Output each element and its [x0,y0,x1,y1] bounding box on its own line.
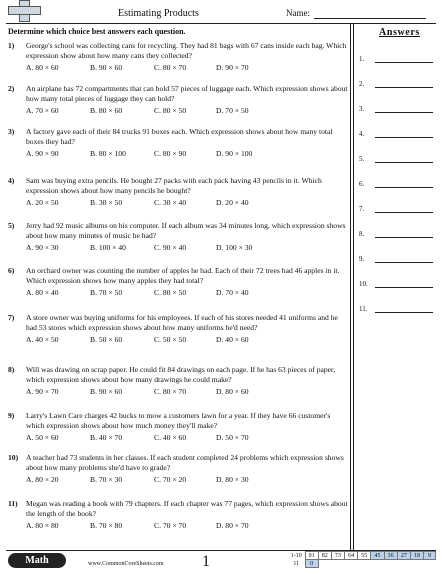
answer-choice: C. 70 × 70 [154,520,187,530]
question-item [8,41,348,74]
score-cell: 73 [331,552,344,560]
question-text: An airplane has 72 compartments that can hold 57 pieces of luggage each. Which expression shows about how many total pieces of luggage they can hold? [26,84,348,104]
answer-choice: D. 40 × 60 [216,334,249,344]
question-number: 8) [8,365,15,374]
question-item [8,84,348,117]
answer-choice: D. 80 × 30 [216,474,249,484]
answer-choices [26,521,348,532]
answer-blank[interactable] [359,77,433,89]
answer-blank[interactable] [359,152,433,164]
question-text: A teacher had 73 students in her classes. If each student completed 24 problems which expression shows about how many problems she'd have to grade? [26,453,344,473]
question-text: Megan was reading a book with 79 chapters. If each chapter was 77 pages, which expression shows about the length of the book? [26,499,348,519]
answer-choice: B. 70 × 30 [90,474,123,484]
answer-choice: B. 90 × 60 [90,62,123,72]
question-text: Will was drawing on scrap paper. He could fit 84 drawings on each page. If he has 63 pieces of paper, which expression shows about how many drawings he could make? [26,365,336,385]
answer-choice: D. 20 × 40 [216,197,249,207]
answer-line[interactable] [375,237,433,238]
question-item [8,313,348,346]
answer-choice: A. 80 × 60 [26,62,59,72]
question-item [8,127,348,160]
answer-choice: D. 90 × 100 [216,148,253,158]
score-cell: 45 [371,552,384,560]
score-cell: 18 [410,552,423,560]
score-cell: 55 [358,552,371,560]
question-number: 1) [8,41,15,50]
question-number: 5) [8,221,15,230]
score-row-label: 1-10 [290,552,302,559]
answer-blank[interactable] [359,102,433,114]
question-item [8,266,348,299]
answer-choice: C. 40 × 60 [154,432,187,442]
answer-number: 9. [359,255,365,263]
question-number: 2) [8,84,15,93]
score-cell: 91 [305,552,318,560]
question-number: 7) [8,313,15,322]
worksheet-title: Estimating Products [118,8,199,19]
answer-choice: C. 30 × 40 [154,197,187,207]
answer-choice: D. 70 × 50 [216,105,249,115]
answer-line[interactable] [375,87,433,88]
answer-number: 1. [359,55,365,63]
answer-choice: B. 80 × 60 [90,105,123,115]
answer-choice: B. 70 × 80 [90,520,123,530]
question-item [8,176,348,209]
answer-choice: A. 40 × 50 [26,334,59,344]
answer-choice: B. 30 × 50 [90,197,123,207]
answer-choice: A. 70 × 60 [26,105,59,115]
answer-choice: A. 90 × 70 [26,386,59,396]
answer-choice: C. 50 × 50 [154,334,187,344]
answer-number: 8. [359,230,365,238]
answer-choice: A. 80 × 80 [26,520,59,530]
answer-choice: C. 80 × 70 [154,386,187,396]
question-number: 6) [8,266,15,275]
answer-choices [26,63,348,74]
answer-blank[interactable] [359,252,433,264]
question-item [8,453,348,486]
answer-line[interactable] [375,212,433,213]
answer-choice: D. 70 × 40 [216,287,249,297]
question-item [8,411,348,444]
question-text: Jerry had 92 music albums on his computer. If each album was 34 minutes long, which expression shows about how many minutes of music he had? [26,221,346,241]
question-number: 11) [8,499,18,508]
question-text: A factory gave each of their 84 trucks 91 boxes each. Which expression shows about how many total boxes they had? [26,127,333,147]
score-cell: 27 [397,552,410,560]
answer-choice: C. 80 × 50 [154,287,187,297]
answer-choice: A. 90 × 30 [26,242,59,252]
answer-line[interactable] [375,162,433,163]
answer-choices [26,106,348,117]
name-label: Name: [286,8,310,18]
score-row-label: 11 [293,560,300,567]
answer-number: 11. [359,305,368,313]
answer-choice: B. 80 × 100 [90,148,126,158]
question-text: Sam was buying extra pencils. He bought 27 packs with each pack having 43 pencils in it. Which expression shows about how many pencils he bought? [26,176,322,196]
answer-choice: B. 50 × 60 [90,334,123,344]
answer-choice: D. 100 × 30 [216,242,253,252]
answer-choice: A. 80 × 40 [26,287,59,297]
answer-choices [26,387,348,398]
name-line [314,18,426,19]
answer-line[interactable] [375,287,433,288]
score-cell: 82 [318,552,331,560]
answer-choices [26,475,348,486]
answer-choices [26,198,348,209]
answer-blank[interactable] [359,52,433,64]
answer-choice: D. 80 × 60 [216,386,249,396]
score-cell: 64 [345,552,358,560]
answer-choice: D. 80 × 70 [216,520,249,530]
answer-choice: D. 50 × 70 [216,432,249,442]
answer-blank[interactable] [359,302,433,314]
answer-blank[interactable] [359,127,433,139]
answer-choice: A. 90 × 90 [26,148,59,158]
answer-blank[interactable] [359,202,433,214]
math-badge: Math [8,553,66,568]
question-item [8,365,348,398]
question-text: Larry's Lawn Care charges 42 bucks to mow a customers lawn for a year. If they have 66 customer's which expression shows about how much money they'll make? [26,411,331,431]
answer-choice: C. 70 × 20 [154,474,187,484]
question-text: A store owner was buying uniforms for his employees. If each of his stores needed 41 uniforms and he had 53 stores which expression shows about how many uniforms he'd need? [26,313,338,333]
answer-choice: C. 80 × 90 [154,148,187,158]
page-number: 1 [202,553,210,570]
question-item [8,221,348,254]
answer-number: 4. [359,130,365,138]
score-table [288,551,436,568]
site-url: www.CommonCoreSheets.com [88,561,164,567]
answer-choice: B. 90 × 60 [90,386,123,396]
answer-choice: C. 80 × 50 [154,105,187,115]
answer-line[interactable] [375,62,433,63]
footer [6,550,436,571]
question-number: 3) [8,127,15,136]
score-cell: 0 [305,560,318,568]
answer-choice: A. 80 × 20 [26,474,59,484]
plus-logo-icon [6,0,46,22]
answer-choices [26,288,348,299]
answer-choice: B. 100 × 40 [90,242,126,252]
answer-line[interactable] [375,187,433,188]
answer-choices [26,335,348,346]
question-item [8,499,348,532]
answer-line[interactable] [375,262,433,263]
answer-choices [26,149,348,160]
score-cell: 36 [384,552,397,560]
answer-choice: B. 70 × 50 [90,287,123,297]
answer-blank[interactable] [359,177,433,189]
answer-choice: C. 90 × 40 [154,242,187,252]
answer-choice: B. 40 × 70 [90,432,123,442]
answer-choice: C. 80 × 70 [154,62,187,72]
answer-number: 5. [359,155,365,163]
answer-choices [26,433,348,444]
question-text: George's school was collecting cans for recycling. They had 81 bags with 67 cans inside each bag. Which expression show about how many cans they collected? [26,41,347,61]
question-number: 10) [8,453,19,462]
answers-title: Answers [379,27,420,38]
answer-choice: A. 50 × 60 [26,432,59,442]
answer-blank[interactable] [359,227,433,239]
answer-line[interactable] [375,112,433,113]
answer-number: 10. [359,280,368,288]
answer-number: 2. [359,80,365,88]
answer-blank[interactable] [359,277,433,289]
answer-choice: A. 20 × 50 [26,197,59,207]
question-text: An orchard owner was counting the number of apples he had. Each of their 72 trees had 46 apples in it. Which expression shows how many apples they had total? [26,266,340,286]
question-number: 4) [8,176,15,185]
answers-panel [350,23,437,551]
answer-number: 6. [359,180,365,188]
answer-line[interactable] [375,137,433,138]
question-number: 9) [8,411,15,420]
score-cell: 9 [424,552,436,560]
instructions: Determine which choice best answers each question. [8,27,186,36]
answer-choice: D. 90 × 70 [216,62,249,72]
answer-line[interactable] [375,312,433,313]
answer-number: 7. [359,205,365,213]
answer-number: 3. [359,105,365,113]
answer-choices [26,243,348,254]
